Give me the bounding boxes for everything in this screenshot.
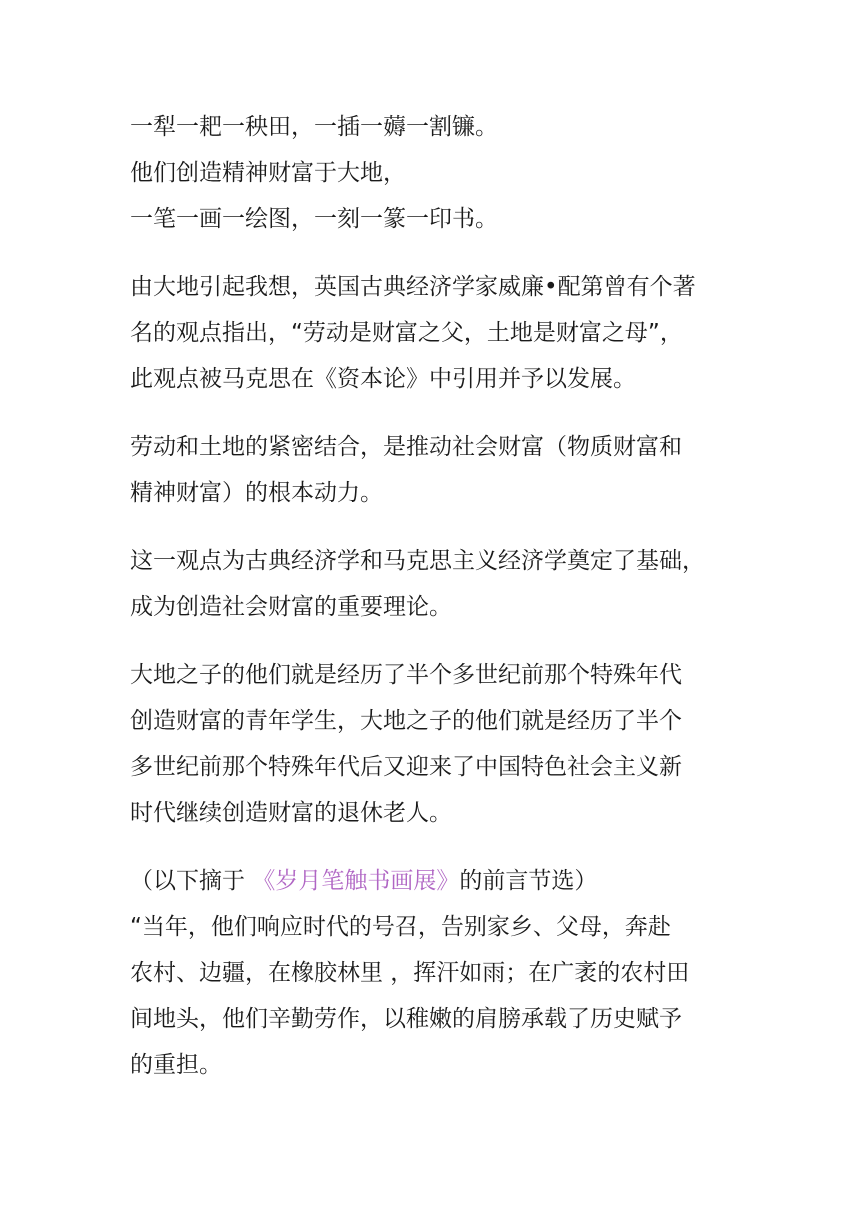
excerpt-prefix: （以下摘于 bbox=[130, 868, 253, 894]
paragraph-line: 创造财富的青年学生，大地之子的他们就是经历了半个 bbox=[130, 708, 682, 734]
paragraph-labor-land bbox=[130, 424, 740, 516]
quote-line: “当年，他们响应时代的号召，告别家乡、父母，奔赴 bbox=[130, 914, 671, 940]
paragraph-line: 由大地引起我想，英国古典经济学家威廉•配第曾有个著 bbox=[130, 274, 696, 300]
paragraph-line: 这一观点为古典经济学和马克思主义经济学奠定了基础， bbox=[130, 548, 705, 574]
paragraph-line: 名的观点指出，“劳动是财富之父，土地是财富之母”， bbox=[130, 320, 683, 346]
excerpt-source-line bbox=[130, 858, 740, 904]
poem-line-3: 一笔一画一绘图，一刻一篆一印书。 bbox=[130, 206, 498, 232]
paragraph-line: 多世纪前那个特殊年代后又迎来了中国特色社会主义新 bbox=[130, 754, 682, 780]
exhibition-link[interactable]: 《岁月笔触书画展》 bbox=[252, 868, 460, 894]
paragraph-sons-of-earth bbox=[130, 652, 740, 836]
paragraph-line: 劳动和土地的紧密结合，是推动社会财富（物质财富和 bbox=[130, 434, 682, 460]
poem-line-2: 他们创造精神财富于大地， bbox=[130, 160, 406, 186]
paragraph-line: 精神财富）的根本动力。 bbox=[130, 480, 383, 506]
quote-line: 间地头，他们辛勤劳作，以稚嫩的肩膀承载了历史赋予 bbox=[130, 1006, 682, 1032]
quote-line: 的重担。 bbox=[130, 1052, 222, 1078]
paragraph-petty-quote bbox=[130, 264, 740, 402]
poem-block bbox=[130, 104, 740, 242]
poem-line-1: 一犁一耙一秧田，一插一薅一割镰。 bbox=[130, 114, 498, 140]
paragraph-line: 时代继续创造财富的退休老人。 bbox=[130, 800, 452, 826]
excerpt-block bbox=[130, 858, 740, 1088]
document-body bbox=[130, 104, 740, 1088]
paragraph-line: 大地之子的他们就是经历了半个多世纪前那个特殊年代 bbox=[130, 662, 682, 688]
paragraph-line: 成为创造社会财富的重要理论。 bbox=[130, 594, 452, 620]
paragraph-line: 此观点被马克思在《资本论》中引用并予以发展。 bbox=[130, 366, 636, 392]
excerpt-suffix: 的前言节选） bbox=[459, 868, 598, 894]
paragraph-theory bbox=[130, 538, 740, 630]
quote-line: 农村、边疆，在橡胶林里 ，挥汗如雨；在广袤的农村田 bbox=[130, 960, 690, 986]
